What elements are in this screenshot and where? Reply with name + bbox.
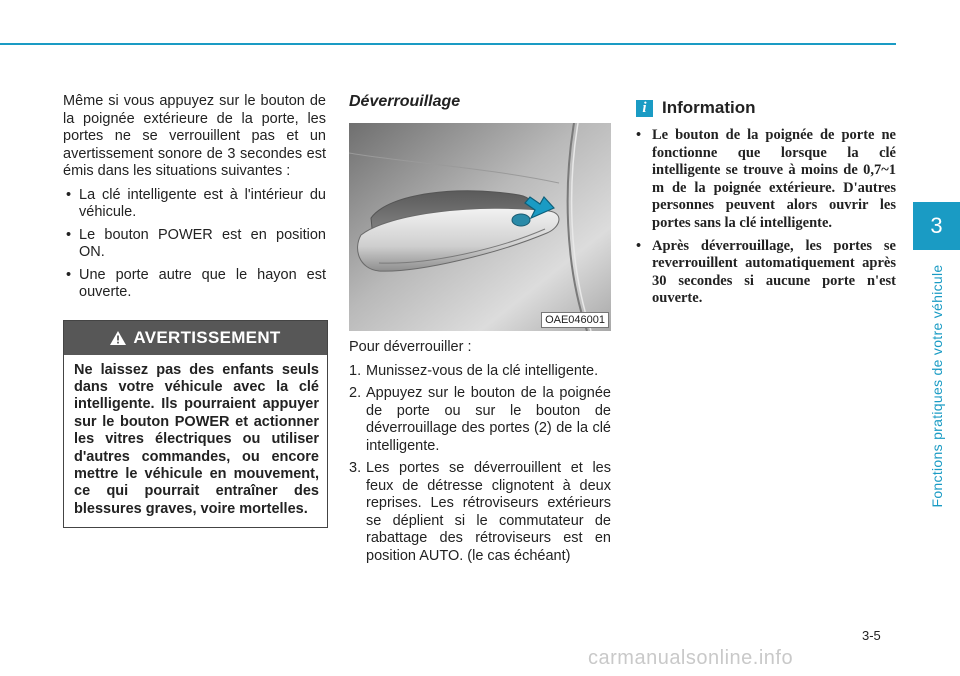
- door-handle-illustration: [349, 123, 611, 331]
- column-left: [63, 93, 326, 528]
- page-number: 3-5: [862, 628, 881, 643]
- column-right: [636, 96, 896, 313]
- list-item: • Le bouton de la poignée de porte ne fonctionne que lorsque la clé intelligente se trouve à moins de 0,7~1 m de la poignée extérieure. D'autres personnes peuvent alors ouvrir les portes sans la clé intelligente.: [636, 127, 896, 233]
- step-number: 3.: [349, 460, 362, 476]
- list-item: • Le bouton POWER est en position ON.: [63, 227, 326, 262]
- header-rule: [0, 43, 896, 45]
- step-number: 2.: [349, 385, 362, 401]
- list-item: • La clé intelligente est à l'intérieur du véhicule.: [63, 187, 326, 222]
- list-item: • Après déverrouillage, les portes se reverrouillent automatiquement après 30 secondes si aucune porte n'est ouverte.: [636, 238, 896, 308]
- step-text: Munissez-vous de la clé intelligente.: [366, 362, 599, 379]
- unlock-steps: [349, 363, 611, 566]
- step-number: 1.: [349, 362, 362, 379]
- chapter-number: 3: [930, 213, 943, 238]
- information-list: [636, 127, 896, 308]
- list-item: [349, 385, 611, 455]
- warning-header: [64, 321, 327, 355]
- watermark-text: carmanualsonline.info: [588, 647, 794, 669]
- info-icon: i: [636, 100, 653, 117]
- step-text: Appuyez sur le bouton de la poignée de porte ou sur le bouton de déverrouillage des portes (2) de la clé intelligente.: [366, 385, 611, 454]
- unlock-intro: Pour déverrouiller :: [349, 339, 472, 355]
- list-item: [349, 460, 611, 565]
- column-middle: [349, 93, 611, 570]
- door-handle-image: [349, 123, 611, 331]
- section-heading: Déverrouillage: [349, 93, 461, 110]
- warning-triangle-icon: [110, 331, 126, 345]
- list-item: • Une porte autre que le hayon est ouverte.: [63, 267, 326, 302]
- warning-body: Ne laissez pas des enfants seuls dans votre véhicule avec la clé intelligente. Ils pourraient appuyer sur le bouton POWER et actionner les vitres électriques ou utiliser d'autres commandes, ou encore mettre le véhicule en mouvement, ce qui pourrait entraîner des blessures graves, voire mortelles.: [74, 361, 319, 517]
- information-title: Information: [662, 98, 756, 117]
- figure-code: OAE046001: [541, 312, 609, 328]
- condition-list: [63, 187, 326, 302]
- warning-box: [63, 320, 328, 529]
- information-header: [636, 96, 896, 120]
- chapter-title: Fonctions pratiques de votre véhicule: [928, 264, 945, 508]
- list-item: [349, 363, 611, 381]
- chapter-side-title: [913, 256, 960, 516]
- step-text: Les portes se déverrouillent et les feux de détresse clignotent à deux reprises. Les rétroviseurs extérieurs se déplient si le commutateur de rabattage des rétroviseurs est en position AUTO. (le cas échéant): [366, 460, 611, 564]
- warning-title: AVERTISSEMENT: [133, 327, 281, 347]
- chapter-tab: [913, 202, 960, 250]
- intro-paragraph: Même si vous appuyez sur le bouton de la poignée extérieure de la porte, les portes ne se verrouillent pas et un avertissement sonore de 3 secondes est émis dans les situations suivantes :: [63, 93, 326, 179]
